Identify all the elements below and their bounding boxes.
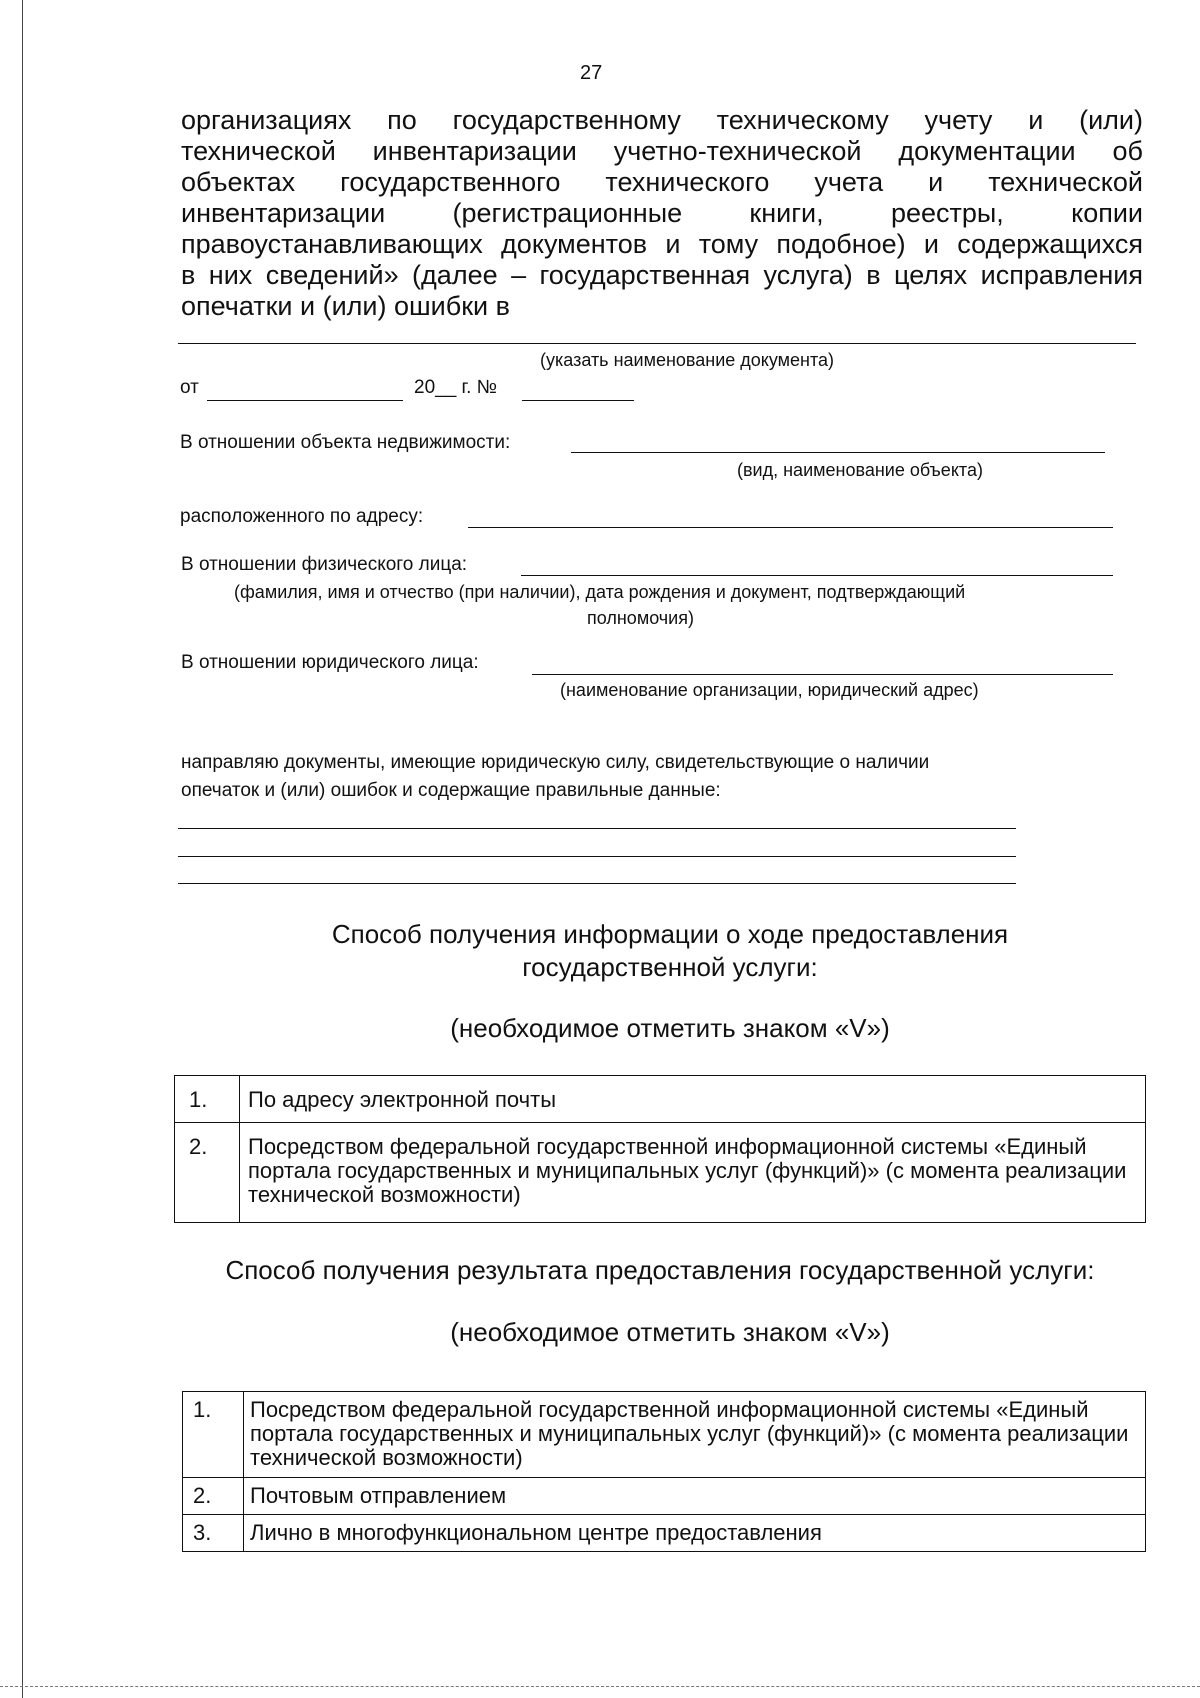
documents-text-line: опечаток и (или) ошибок и содержащие правильные данные: [181, 780, 721, 801]
option-number: 2. [183, 1478, 244, 1515]
document-name-hint: (указать наименование документа) [540, 350, 835, 370]
intro-paragraph [181, 105, 1143, 322]
intro-line: объектах государственного технического учета и технической [181, 167, 1143, 197]
table-row[interactable] [183, 1392, 1146, 1478]
intro-line: технической инвентаризации учетно-технической документации об [181, 136, 1143, 166]
object-label: В отношении объекта недвижимости: [180, 432, 511, 453]
info-method-note: (необходимое отметить знаком «V») [450, 1013, 890, 1043]
option-number: 1. [183, 1392, 244, 1478]
date-field-line[interactable] [207, 400, 403, 401]
option-text[interactable]: Лично в многофункциональном центре предоставления [244, 1515, 1146, 1552]
table-row[interactable] [183, 1515, 1146, 1552]
legal-entity-field-line[interactable] [532, 674, 1113, 675]
intro-line: организациях по государственному техническому учету и (или) [181, 105, 1143, 135]
corrected-data-line[interactable] [178, 883, 1016, 884]
info-method-title [240, 918, 1100, 984]
document-name-line[interactable] [178, 343, 1136, 344]
option-text[interactable]: Посредством федеральной государственной информационной системы «Единый портала государственных и муниципальных услуг (функций)» (с момента реализации технической возможности) [244, 1392, 1146, 1478]
result-method-table [182, 1391, 1146, 1552]
date-from-label: от [180, 377, 199, 398]
person-hint: (фамилия, имя и отчество (при наличии), дата рождения и документ, подтверждающий [234, 582, 966, 602]
date-year-label: 20__ г. № [414, 377, 498, 398]
result-method-title: Способ получения результата предоставления государственной услуги: [225, 1255, 1095, 1285]
option-number: 3. [183, 1515, 244, 1552]
info-method-title-line: государственной услуги: [522, 952, 818, 982]
legal-entity-label: В отношении юридического лица: [181, 652, 479, 673]
table-row[interactable] [183, 1478, 1146, 1515]
person-label: В отношении физического лица: [181, 554, 468, 575]
corrected-data-line[interactable] [178, 828, 1016, 829]
object-hint: (вид, наименование объекта) [737, 460, 983, 480]
legal-entity-hint: (наименование организации, юридический адрес) [560, 680, 979, 700]
intro-line: в них сведений» (далее – государственная услуга) в целях исправления [181, 260, 1143, 290]
info-method-table [174, 1075, 1146, 1223]
option-text[interactable]: По адресу электронной почты [240, 1076, 1146, 1123]
page-bottom-edge [0, 1686, 1200, 1687]
intro-line: инвентаризации (регистрационные книги, реестры, копии [181, 198, 1143, 228]
address-label: расположенного по адресу: [180, 506, 424, 527]
object-field-line[interactable] [571, 452, 1105, 453]
result-method-note: (необходимое отметить знаком «V») [450, 1317, 890, 1347]
person-hint-continued: полномочия) [587, 608, 694, 628]
person-field-line[interactable] [521, 575, 1113, 576]
binding-margin-line [22, 0, 23, 1698]
option-number: 1. [175, 1076, 240, 1123]
option-text[interactable]: Почтовым отправлением [244, 1478, 1146, 1515]
number-field-line[interactable] [522, 400, 634, 401]
intro-line: правоустанавливающих документов и тому подобное) и содержащихся [181, 229, 1143, 259]
info-method-title-line: Способ получения информации о ходе предоставления [331, 919, 1009, 949]
table-row[interactable] [175, 1076, 1146, 1123]
page-number: 27 [580, 62, 603, 84]
option-text[interactable]: Посредством федеральной государственной информационной системы «Единый портала государственных и муниципальных услуг (функций)» (с момента реализации технической возможности) [240, 1123, 1146, 1223]
corrected-data-line[interactable] [178, 856, 1016, 857]
address-field-line[interactable] [468, 527, 1113, 528]
table-row[interactable] [175, 1123, 1146, 1223]
option-number: 2. [175, 1123, 240, 1223]
documents-text-line: направляю документы, имеющие юридическую силу, свидетельствующие о наличии [181, 752, 930, 773]
intro-line: опечатки и (или) ошибки в [181, 291, 510, 321]
